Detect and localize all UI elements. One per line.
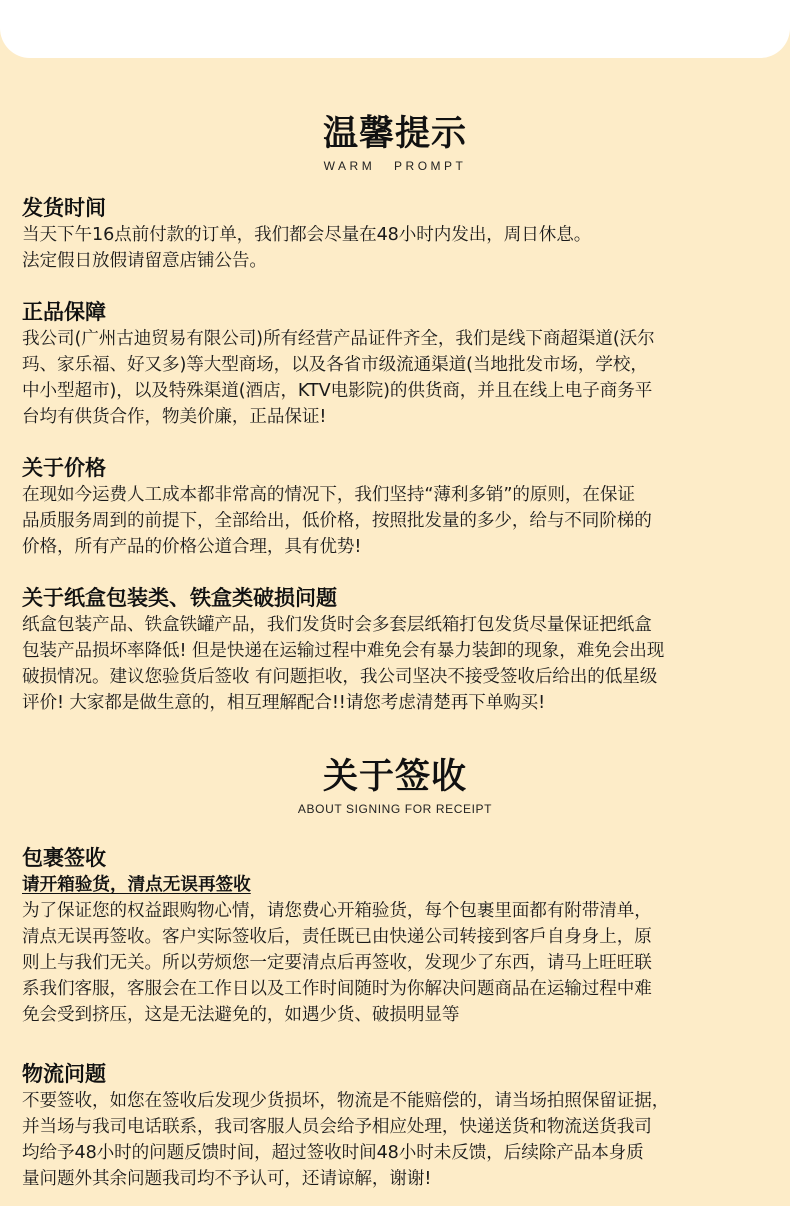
shipping-time-section [22,194,772,274]
package-signing-section [22,844,772,1028]
price-section [22,454,772,560]
paragraph-line: 为了保证您的权益跟购物心情，请您费心开箱验货，每个包裹里面都有附带清单， [22,901,652,921]
paragraph-line: 则上与我们无关。所以劳烦您一定要清点后再签收，发现少了东西，请马上旺旺联 [22,953,652,973]
package-signing-heading: 包裹签收 [22,846,106,870]
paragraph-line: 并当场与我司电话联系，我司客服人员会给予相应处理，快递送货和物流送货我司 [22,1117,652,1137]
paragraph-line: 纸盒包装产品、铁盒铁罐产品，我们发货时会多套层纸箱打包发货尽量保证把纸盒 [22,615,652,635]
paragraph-line: 评价! 大家都是做生意的，相互理解配合!!请您考虑清楚再下单购买! [22,693,546,713]
packaging-damage-heading: 关于纸盒包装类、铁盒类破损问题 [22,586,337,610]
paragraph-line: 我公司(广州古迪贸易有限公司)所有经营产品证件齐全，我们是线下商超渠道(沃尔 [22,329,655,349]
paragraph-line: 破损情况。建议您验货后签收 有问题拒收，我公司坚决不接受签收后给出的低星级 [22,667,658,687]
paragraph-line: 玛、家乐福、好又多)等大型商场，以及各省市级流通渠道(当地批发市场，学校， [22,355,648,375]
paragraph-line: 中小型超市)，以及特殊渠道(酒店，KTV电影院)的供货商，并且在线上电子商务平 [22,381,653,401]
shipping-time-heading: 发货时间 [22,196,106,220]
paragraph-line: 系我们客服，客服会在工作日以及工作时间随时为你解决问题商品在运输过程中难 [22,979,652,999]
paragraph-line: 在现如今运费人工成本都非常高的情况下，我们坚持“薄利多销”的原则，在保证 [22,485,635,505]
paragraph-line: 当天下午16点前付款的订单，我们都会尽量在48小时内发出，周日休息。 [22,225,592,245]
price-heading: 关于价格 [22,456,106,480]
warm-prompt-header [0,114,790,174]
paragraph-line: 品质服务周到的前提下，全部给出，低价格，按照批发量的多少，给与不同阶梯的 [22,511,652,531]
signing-subtitle: ABOUT SIGNING FOR RECEIPT [297,802,493,816]
packaging-damage-section [22,584,772,716]
paragraph-line: 不要签收，如您在签收后发现少货损坏，物流是不能赔偿的，请当场拍照保留证据， [22,1091,670,1111]
paragraph-line: 免会受到挤压，这是无法避免的，如遇少货、破损明显等 [22,1005,460,1025]
top-white-card [0,0,790,58]
warm-prompt-title: 温馨提示 [322,114,467,154]
authenticity-heading: 正品保障 [22,300,106,324]
logistics-section [22,1060,772,1192]
authenticity-section [22,298,772,430]
paragraph-line: 台均有供货合作，物美价廉，正品保证! [22,407,327,427]
logistics-heading: 物流问题 [22,1062,106,1086]
signing-title: 关于签收 [322,757,467,797]
paragraph-line: 均给予48小时的问题反馈时间，超过签收时间48小时未反馈，后续除产品本身质 [22,1143,644,1163]
paragraph-line: 法定假日放假请留意店铺公告。 [22,251,267,271]
paragraph-line: 包装产品损坏率降低! 但是快递在运输过程中难免会有暴力装卸的现象，难免会出现 [22,641,665,661]
inspect-before-sign-notice: 请开箱验货，清点无误再签收 [22,875,251,895]
paragraph-line: 量问题外其余问题我司均不予认可，还请谅解，谢谢! [22,1169,432,1189]
paragraph-line: 价格，所有产品的价格公道合理，具有优势! [22,537,362,557]
warm-prompt-subtitle: WARM PROMPT [323,159,467,173]
paragraph-line: 清点无误再签收。客户实际签收后，责任既已由快递公司转接到客戶自身身上，原 [22,927,652,947]
signing-header [0,757,790,817]
